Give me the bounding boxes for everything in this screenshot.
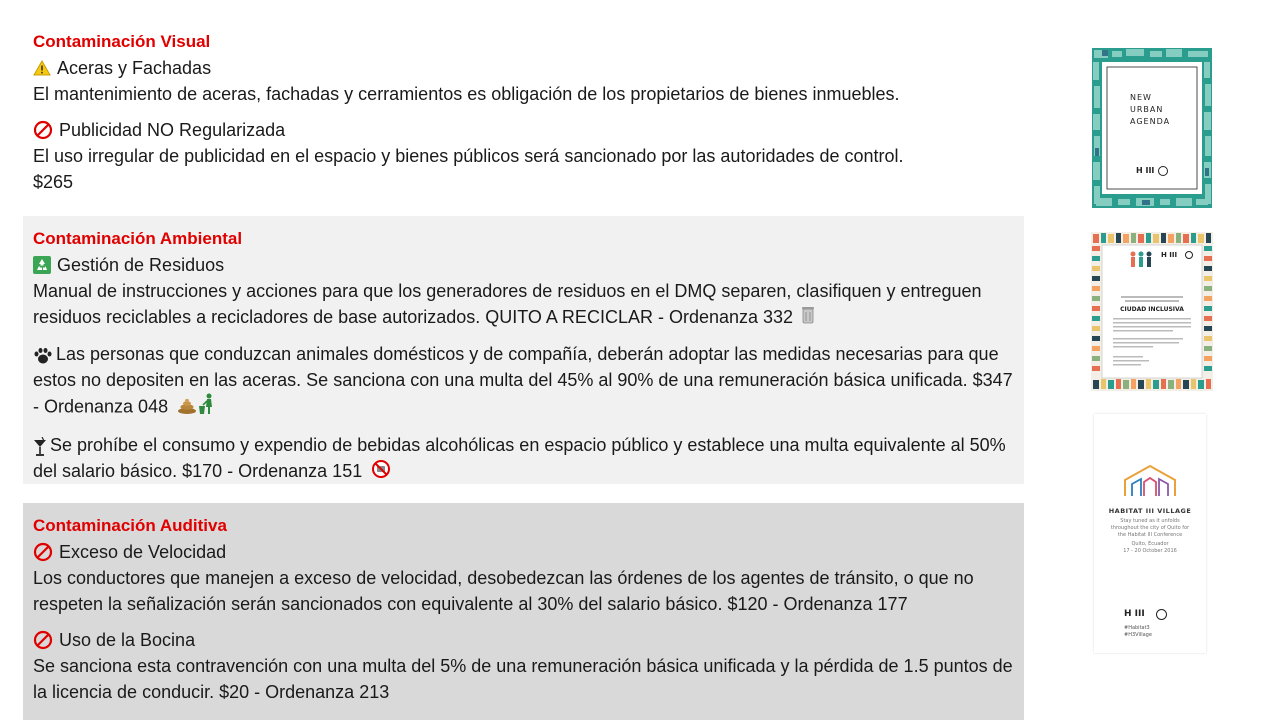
un-emblem-icon bbox=[1185, 251, 1193, 259]
item-text-mascotas bbox=[33, 341, 1014, 422]
item-amount-publicidad: $265 bbox=[33, 172, 74, 192]
habitat-village-logo: H III bbox=[1124, 609, 1145, 619]
ciudad-inclusiva-cover bbox=[1091, 232, 1213, 391]
new-urban-agenda-cover bbox=[1092, 48, 1212, 208]
new-urban-agenda-logo: H III bbox=[1136, 166, 1155, 175]
litter-person-icon bbox=[197, 393, 215, 422]
item-heading-publicidad bbox=[33, 117, 1014, 143]
item-text-residuos-body: Manual de instrucciones y acciones para que los generadores de residuos en el DMQ separen, clasifiquen y entreguen residuos reciclables a recicladores de base autorizados. QUITO A RECICLAR - Ordenanza 332 bbox=[33, 281, 982, 327]
item-heading-bocina bbox=[33, 627, 1014, 653]
trash-can-icon bbox=[802, 305, 814, 331]
item-title-velocidad: Exceso de Velocidad bbox=[59, 542, 227, 562]
section-title-visual: Contaminación Visual bbox=[33, 32, 211, 51]
item-heading-velocidad bbox=[33, 539, 1014, 565]
section-title-ambiental: Contaminación Ambiental bbox=[33, 229, 243, 248]
item-text-alcohol bbox=[33, 432, 1014, 486]
habitat-village-dates: 17 - 20 October 2016 bbox=[1123, 548, 1177, 554]
item-text-mascotas-body: Las personas que conduzcan animales domésticos y de compañía, deberán adoptar las medidas necesarias para que estos no depositen en las aceras. Se sanciona con una multa del 45% al 90% de una remuneración básica unificada. $347 - Ordenanza 048 bbox=[33, 344, 1013, 417]
un-emblem-icon bbox=[1156, 609, 1167, 620]
habitat-village-tags: #Habitat3 #H3Village bbox=[1124, 625, 1152, 638]
prohibited-icon bbox=[33, 120, 53, 140]
habitat-village-poster bbox=[1094, 414, 1206, 653]
new-urban-agenda-title: NEW URBAN AGENDA bbox=[1130, 93, 1171, 126]
habitat-village-title: HABITAT III VILLAGE bbox=[1108, 507, 1192, 515]
cocktail-icon bbox=[33, 437, 47, 457]
section-ambiental bbox=[23, 216, 1024, 484]
recycle-icon bbox=[33, 256, 51, 274]
section-auditiva bbox=[23, 503, 1024, 720]
poop-icon bbox=[177, 395, 197, 421]
item-text-publicidad: El uso irregular de publicidad en el espacio y bienes públicos será sancionado por las autoridades de control. bbox=[33, 146, 904, 166]
section-visual bbox=[23, 19, 1024, 199]
item-heading-aceras bbox=[33, 55, 1014, 81]
new-urban-agenda-cover-art bbox=[1092, 48, 1212, 208]
warning-icon bbox=[33, 60, 51, 76]
ciudad-inclusiva-title: CIUDAD INCLUSIVA bbox=[1120, 306, 1184, 313]
item-title-publicidad: Publicidad NO Regularizada bbox=[59, 120, 286, 140]
item-text-velocidad: Los conductores que manejen a exceso de velocidad, desobedezcan las órdenes de los agentes de tránsito, o que no respeten la señalización serán sancionados con equivalente al 30% del salario básico. $120 - Ordenanza 177 bbox=[33, 568, 974, 614]
ciudad-inclusiva-logo: H III bbox=[1161, 251, 1178, 259]
item-heading-residuos bbox=[33, 252, 1014, 278]
item-text-alcohol-body: Se prohíbe el consumo y expendio de bebidas alcohólicas en espacio público y establece una multa equivalente al 50% del salario básico. $170 - Ordenanza 151 bbox=[33, 435, 1006, 482]
item-title-bocina: Uso de la Bocina bbox=[59, 630, 196, 650]
item-title-aceras: Aceras y Fachadas bbox=[57, 58, 212, 78]
un-emblem-icon bbox=[1158, 166, 1168, 176]
habitat-village-place: Quito, Ecuador bbox=[1131, 541, 1169, 547]
no-drink-icon bbox=[371, 459, 391, 486]
habitat-village-text: Stay tuned as it unfolds throughout the city of Quito for the Habitat III Conference bbox=[1110, 518, 1190, 538]
prohibited-icon bbox=[33, 630, 53, 650]
item-text-aceras: El mantenimiento de aceras, fachadas y cerramientos es obligación de los propietarios de bienes inmuebles. bbox=[33, 84, 900, 104]
item-text-residuos bbox=[33, 278, 1014, 331]
item-text-bocina: Se sanciona esta contravención con una multa del 5% de una remuneración básica unificada y la pérdida de 1.5 puntos de la licencia de conducir. $20 - Ordenanza 213 bbox=[33, 656, 1013, 702]
prohibited-icon bbox=[33, 542, 53, 562]
item-title-residuos: Gestión de Residuos bbox=[57, 255, 225, 275]
paw-icon bbox=[33, 347, 53, 365]
section-title-auditiva: Contaminación Auditiva bbox=[33, 516, 227, 535]
